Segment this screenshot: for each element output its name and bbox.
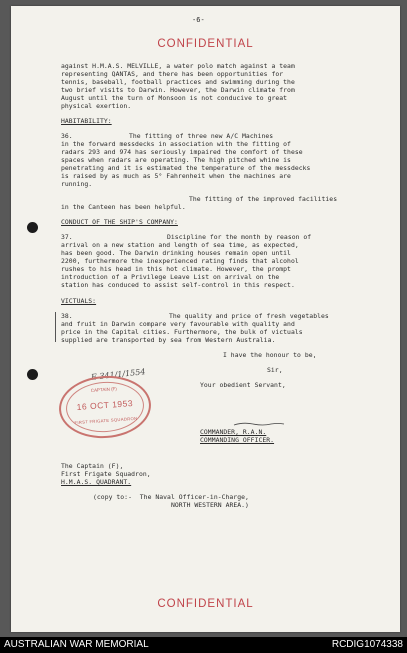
footer-record-id: RCDIG1074338 [331, 639, 403, 650]
page-number: -6- [192, 16, 205, 24]
text-line: tennis, baseball, football practices and swimming during the [61, 78, 295, 86]
text-line: rushes to his head in this hot climate. However, the prompt [61, 265, 291, 273]
text-line: representing QANTAS, and there has been opportunities for [61, 70, 284, 78]
addressee-line: First Frigate Squadron, [61, 470, 151, 478]
stamp-bottom-text: FIRST FRIGATE SQUADRON [74, 415, 138, 426]
text-line: and fruit in Darwin compare very favourable with quality and [61, 320, 295, 328]
received-stamp [57, 373, 153, 441]
handwritten-reference: E 341/1/1554 [90, 367, 146, 382]
closing-sir: Sir, [267, 366, 283, 374]
text-line: against H.M.A.S. MELVILLE, a water polo match against a team [61, 62, 295, 70]
margin-mark [55, 312, 56, 342]
footer-institution: AUSTRALIAN WAR MEMORIAL [4, 639, 149, 650]
text-line: price in the Capital cities. Furthermore, the bulk of victuals [61, 328, 303, 336]
paragraph-number: 36. [61, 132, 73, 140]
punch-hole [27, 369, 38, 380]
text-line: The quality and price of fresh vegetables [169, 312, 329, 320]
addressee-line: The Captain (F), [61, 462, 124, 470]
section-heading-conduct: CONDUCT OF THE SHIP'S COMPANY: [61, 218, 178, 226]
text-line: arrival on a new station and length of sea time, as expected, [61, 241, 299, 249]
document-page [11, 6, 400, 632]
archive-footer [0, 637, 407, 653]
stamp-top-text: CAPTAIN (F) [90, 386, 117, 393]
text-line: running. [61, 180, 93, 188]
text-line: station has conduced to assist self-control in this respect. [61, 281, 295, 289]
text-line: in the Canteen has been helpful. [61, 203, 186, 211]
text-line: introduction of a Privilege Leave List on arrival on the [61, 273, 280, 281]
section-heading-victuals: VICTUALS: [61, 297, 97, 305]
copy-to-line: (copy to:- The Naval Officer-in-Charge, [93, 493, 249, 501]
text-line: is raised by as much as 5° Fahrenheit when the machines are [61, 172, 291, 180]
paragraph-number: 38. [61, 312, 73, 320]
text-line: August until the turn of Monsoon is not conducive to great [61, 94, 288, 102]
text-line: Discipline for the month by reason of [167, 233, 312, 241]
classification-top: CONFIDENTIAL [157, 38, 254, 50]
text-line: supplied are transported by sea from Western Australia. [61, 336, 276, 344]
section-heading-habitability: HABITABILITY: [61, 117, 112, 125]
classification-bottom: CONFIDENTIAL [157, 598, 254, 610]
signatory-rank: COMMANDER, R.A.N. [200, 428, 267, 436]
addressee-line: H.M.A.S. QUADRANT. [61, 478, 132, 486]
punch-hole [27, 222, 38, 233]
stamp-date: 16 OCT 1953 [76, 398, 134, 412]
signature-mark [233, 421, 285, 427]
text-line: spaces when radars are operating. The high pitched whine is [61, 156, 291, 164]
text-line: The fitting of the improved facilities [189, 195, 338, 203]
signatory-title: COMMANDING OFFICER. [200, 436, 275, 444]
text-line: has been good. The Darwin drinking houses remain open until [61, 249, 291, 257]
paragraph-number: 37. [61, 233, 73, 241]
text-line: physical exertion. [61, 102, 132, 110]
text-line: two brief visits to Darwin. However, the Darwin climate from [61, 86, 295, 94]
closing-honour: I have the honour to be, [223, 351, 317, 359]
text-line: The fitting of three new A/C Machines [129, 132, 274, 140]
text-line: penetrating and it is estimated the temperature of the messdecks [61, 164, 311, 172]
text-line: in the forward messdecks in association with the fitting of [61, 140, 291, 148]
copy-to-line: NORTH WESTERN AREA.) [171, 501, 249, 509]
text-line: 2200, furthermore the inexperienced rating finds that alcohol [61, 257, 299, 265]
text-line: radars 293 and 974 has seriously impaired the comfort of these [61, 148, 303, 156]
closing-obedient: Your obedient Servant, [200, 381, 286, 389]
